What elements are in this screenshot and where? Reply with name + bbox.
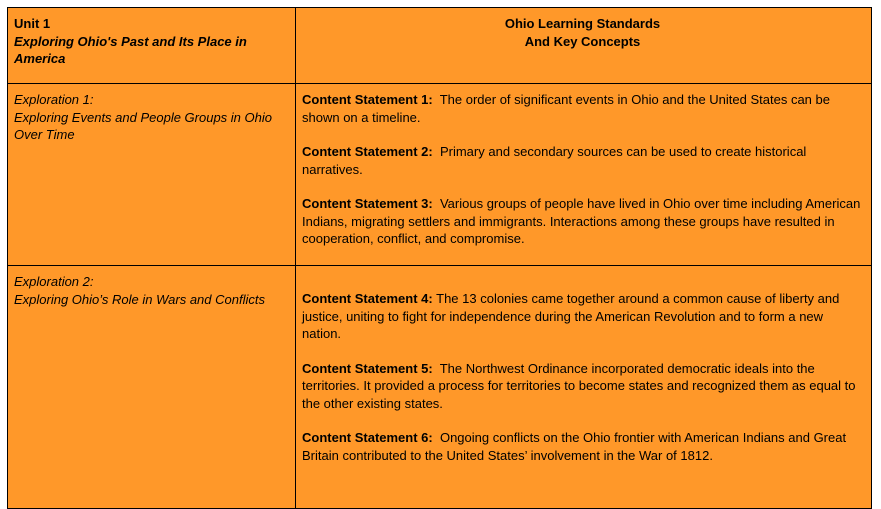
- content-statement-label: Content Statement 2:: [302, 144, 433, 159]
- exploration-cell: [8, 266, 296, 509]
- content-statements-cell: [296, 84, 872, 266]
- exploration-row: [8, 84, 872, 266]
- unit-header-cell: [8, 8, 296, 84]
- content-statement: [302, 360, 863, 413]
- unit-label: Unit 1: [14, 16, 51, 31]
- standards-heading-line2: And Key Concepts: [524, 33, 641, 49]
- standards-header-cell: [296, 8, 872, 84]
- content-statement-text: Ongoing conflicts on the Ohio frontier with American Indians and Great Britain contributed to the United States’ involvement in the War of 1812.: [302, 430, 847, 463]
- content-statement-text: The 13 colonies came together around a common cause of liberty and justice, uniting to fight for independence during the American Revolution and to form a new nation.: [302, 291, 840, 341]
- exploration-row: [8, 266, 872, 509]
- standards-heading-line1: Ohio Learning Standards: [504, 16, 661, 31]
- content-statement-text: Various groups of people have lived in Ohio over time including American Indians, migrating settlers and immigrants. Interactions among these groups have resulted in cooperation, conflict, and compromise.: [302, 196, 861, 246]
- content-statement: [302, 91, 863, 126]
- content-statement-label: Content Statement 3:: [302, 196, 433, 211]
- unit-title: Exploring Ohio's Past and Its Place in America: [14, 33, 247, 66]
- content-statement-text: The order of significant events in Ohio and the United States can be shown on a timeline.: [302, 92, 830, 125]
- content-statement: [302, 143, 863, 178]
- exploration-label: Exploration 2:: [14, 274, 94, 289]
- exploration-title: Exploring Events and People Groups in Ohio Over Time: [14, 109, 272, 142]
- header-row: [8, 8, 872, 84]
- content-statement-label: Content Statement 5:: [302, 360, 433, 376]
- exploration-cell: [8, 84, 296, 266]
- content-statement-text: The Northwest Ordinance incorporated democratic ideals into the territories. It provided a process for territories to become states and recognized them as equal to the other existing states.: [302, 360, 856, 411]
- content-statement-label: Content Statement 1:: [302, 92, 433, 107]
- standards-table: [7, 7, 872, 509]
- exploration-title: Exploring Ohio’s Role in Wars and Conflicts: [14, 291, 265, 307]
- content-statement-label: Content Statement 6:: [302, 430, 433, 445]
- exploration-label: Exploration 1:: [14, 92, 94, 107]
- content-statement-text: Primary and secondary sources can be used to create historical narratives.: [302, 144, 807, 177]
- content-statement: [302, 290, 863, 343]
- content-statement-label: Content Statement 4:: [302, 291, 433, 306]
- content-statement: [302, 429, 863, 464]
- content-statement: [302, 195, 863, 248]
- content-statements-cell: [296, 266, 872, 509]
